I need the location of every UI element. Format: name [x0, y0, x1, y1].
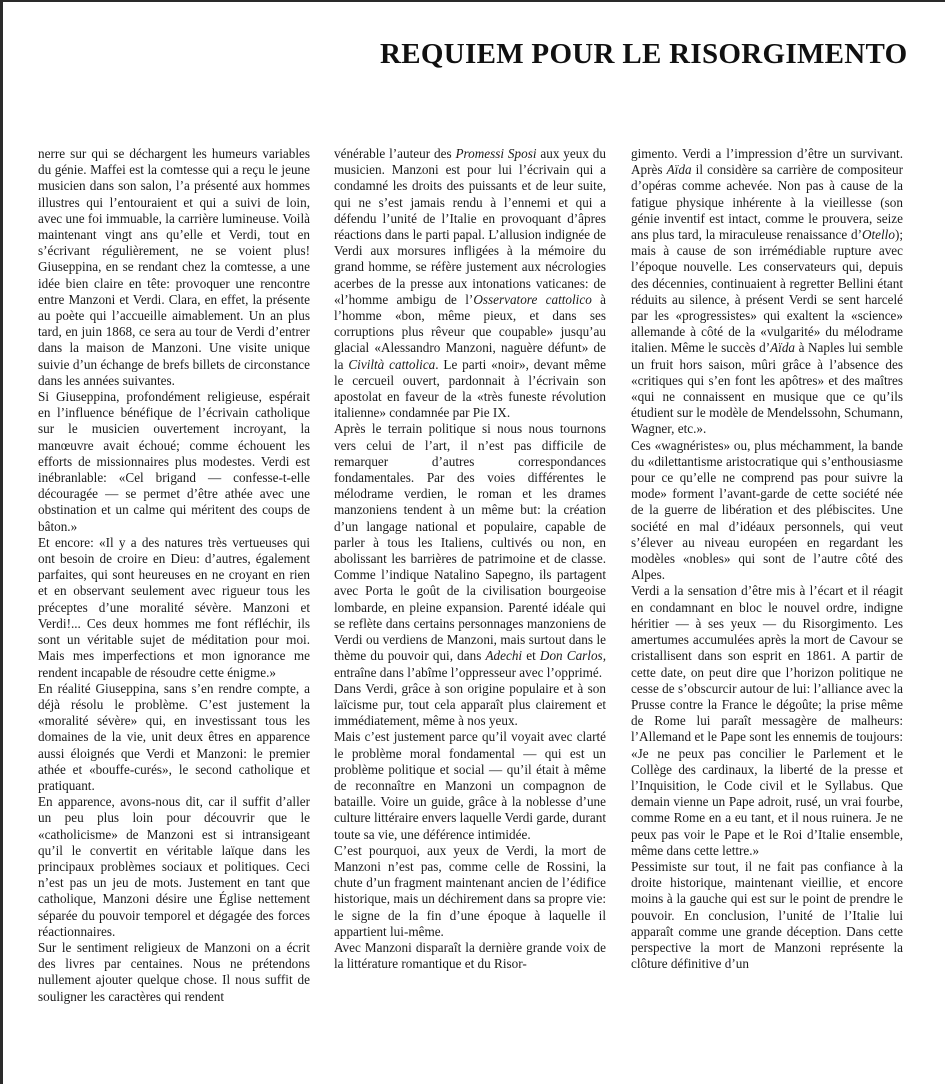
text-run: Après le terrain politique si nous nous tournons vers celui de l’art, il n’est pas difficile de remarquer d’autres correspondances fondamentales. Par des voies différentes le mélodrame verdien, le roman et les drames manzoniens tendent à un même but: la création d’un langage national et populaire, capable de parler à tous les Italiens, cultivés ou non, en abolissant les barrières de patrimoine et de classe. Comme l’indique Natalino Sapegno, ils partagent avec Porta le goût de la civilisation bourgeoise lombarde, en pleine expansion. Parenté idéale qui se reflète dans certains personnages manzoniens de Verdi ou verdiens de Manzoni, mais surtout dans le thème du pouvoir qui, dans — [334, 421, 606, 664]
text-run: aux yeux du musicien. Manzoni est pour lui l’écrivain qui a condamné les droits des puissants et de leur suite, qui ne s’est jamais rendu à l’ennemi et qui a défendu l’unité de l’Italie en provoquant d’âpres réactions dans le parti papal. L’allusion indignée de Verdi aux morsures infligées à la mémoire du grand homme, se réfère justement aux nécrologies acerbes de la presse aux intonations vaticanes: de «l’homme ambigu de l’ — [334, 146, 606, 307]
paragraph — [334, 421, 606, 680]
paragraph — [631, 438, 903, 584]
paragraph — [334, 681, 606, 730]
text-run: Verdi a la sensation d’être mis à l’écart et il réagit en condamnant en bloc le nouvel ordre, indigne héritier — à ses yeux — du Risorgimento. Les amertumes accumulées après la mort de Cavour se cristallisent dans son esprit en 1861. A partir de cette date, on peut dire que l’horizon politique ne cesse de s’obscurcir autour de lui: l’alliance avec la Prusse contre la France le dégoûte; la prise même de Rome lui paraît messagère de malheurs: l’Allemand et le Pape sont les ennemis de toujours: «Je ne peux pas concilier le Parlement et le Collège des cardinaux, la liberté de la presse et l’Inquisition, le Code civil et le Syllabus. Que demain vienne un Pape adroit, rusé, un vrai fourbe, comme Rome en a eu tant, et il nous ruinera. Je ne peux pas voir le Pape et le Roi d’Italie ensemble, même dans cette lettre.» — [631, 583, 903, 858]
text-run: Mais c’est justement parce qu’il voyait avec clarté le problème moral fondamental — qui est un problème politique et social — qu’il était à même de reconnaître en Manzoni un compagnon de bataille. Voire un guide, grâce à la noblesse d’une culture littéraire envers laquelle Verdi garde, durant toute sa vie, une déférence intimidée. — [334, 729, 606, 842]
italic-text: Otello — [861, 227, 895, 243]
paragraph — [334, 940, 606, 972]
text-run: nerre sur qui se déchargent les humeurs variables du génie. Maffei est la comtesse qui a reçu le jeune musicien dans son salon, l’a présenté aux hommes illustres qui l’entouraient et qui a suivi de loin, avec une foi immuable, la carrière lumineuse. Voilà maintenant vingt ans qu’elle et Verdi, tout en s’écrivant régulièrement, ne se voient plus! Giuseppina, en se rendant chez la comtesse, a une idée bien claire en tête: provoquer une rencontre entre Manzoni et Verdi. Clara, en effet, la présente au poète qui l’accueille aimablement. Un an plus tard, en juin 1868, ce sera au tour de Verdi d’entrer dans la maison de Manzoni. Une visite unique suivie d’un échange de brefs billets de circonstance dans les années suivantes. — [38, 146, 310, 388]
paragraph — [38, 535, 310, 681]
paragraph — [38, 389, 310, 535]
italic-text: Osservatore cattolico — [473, 291, 592, 307]
text-run: Et encore: «Il y a des natures très vertueuses qui ont besoin de croire en Dieu: d’autres, également parfaites, qui sont heureuses en ne croyant en rien et en observant seulement avec rigueur tous les préceptes d’une moralité sévère. Manzoni et Verdi!... Ces deux hommes me font réfléchir, ils sont un véritable sujet de méditation pour moi. Mais mes imperfections et mon ignorance me rendent incapable de résoudre cette énigme.» — [38, 534, 310, 680]
italic-text: Adechi — [485, 648, 523, 664]
text-run: gimento. Verdi a l’impression d’être un survivant. Après — [631, 146, 903, 178]
text-run: En apparence, avons-nous dit, car il suffit d’aller un peu plus loin pour découvrir que le «catholicisme» de Manzoni est si intransigeant qu’il le convertit en véritable laïque dans les principaux problèmes sociaux et politiques. Ceci n’est pas un jeu de mots. Justement en tant que catholique, Manzoni désire une Église nettement séparée du pouvoir temporel et dégagée des forces réactionnaires. — [38, 794, 310, 939]
text-run: Pessimiste sur tout, il ne fait pas confiance à la droite historique, maintenant vieillie, et encore moins à la gauche qui est sur le point de prendre le pouvoir. En conclusion, l’unité de l’Italie lui apparaît comme une grande déception. Dans cette perspective la mort de Manzoni représente la clôture définitive d’un — [631, 858, 903, 972]
text-run: il considère sa carrière de compositeur d’opéras comme achevée. Non pas à cause de la fatigue physique inhérente à la vieillesse (son génie inventif est intact, comme le prouvera, seize ans plus tard, la miraculeuse renaissance d’ — [631, 162, 903, 243]
text-run: à l’homme «bon, même pieux, et dans ses corruptions plus rêveur que coupable» jusqu’au glacial «Alessandro Manzoni, naguère défunt» de la — [334, 291, 606, 372]
text-run: et — [522, 648, 540, 664]
paragraph — [38, 146, 310, 389]
paragraph — [38, 940, 310, 1005]
text-run: Sur le sentiment religieux de Manzoni on a écrit des livres par centaines. Nous ne prétendons nullement ajouter quelque chose. Il nous suffit de souligner les caractères qui rendent — [38, 939, 310, 1004]
italic-text: Civiltà cattolica — [348, 356, 436, 372]
text-run: vénérable l’auteur des — [334, 146, 456, 161]
paragraph — [334, 146, 606, 421]
paragraph — [334, 729, 606, 842]
paragraph — [631, 583, 903, 858]
text-run: . Le parti «noir», devant même le cercueil ouvert, pardonnait à l’écrivain son apostolat en faveur de la «très funeste révolution italienne» condamnée par Pie IX. — [334, 356, 606, 421]
article-column-1 — [38, 146, 310, 1076]
page-title: REQUIEM POUR LE RISORGIMENTO — [380, 38, 908, 70]
text-run: En réalité Giuseppina, sans s’en rendre compte, a déjà résolu le problème. C’est justement la «moralité sévère» qui, en investissant tous les domaines de la vie, unit deux êtres en apparence aussi éloignés que Verdi et Manzoni: le premier athée et «bouffe-curés», le second catholique et pratiquant. — [38, 680, 310, 793]
text-run: Dans Verdi, grâce à son origine populaire et à son laïcisme pur, tout cela apparaît plus clairement et immédiatement, même à nos yeux. — [334, 680, 606, 729]
paragraph — [38, 681, 310, 794]
text-run: ); mais à cause de son irrémédiable rupture avec l’époque nouvelle. Les conservateurs qui, depuis des décennies, continuaient à regretter Bellini étant réduits au silence, à présent Verdi se sent harcelé par les «progressistes» qui exaltent la «science» allemande à côté de la «vulgarité» du mélodrame italien. Même le succès d’ — [631, 227, 903, 356]
italic-text: Aïda — [666, 162, 692, 178]
text-run: à Naples lui semble un fruit hors saison, mûri grâce à l’absence des «critiques qui s’en font les apôtres» et des maîtres «qui ne connaissent en musique que ce qu’ils étudient sur le modèle de Mendelssohn, Schumann, Wagner, etc.». — [631, 340, 903, 437]
paragraph — [631, 146, 903, 438]
text-run: Ces «wagnéristes» ou, plus méchamment, la bande du «dilettantisme aristocratique qui s’enthousiasme pour ce qu’elle ne comprend pas pour suivre la mode» forment l’avant-garde de cette société née de la guerre de libération et des plébiscites. Une société en mal d’idéaux personnels, qui veut s’élever au niveau européen en regardant les modèles «nobles» qui sont de l’autre côté des Alpes. — [631, 437, 903, 583]
paragraph — [631, 859, 903, 972]
text-run: C’est pourquoi, aux yeux de Verdi, la mort de Manzoni n’est pas, comme celle de Rossini, la chute d’un fragment maintenant ancien de l’édifice historique, mais un déchirement dans sa propre vie: le signe de la fin d’une époque à laquelle il appartient lui-même. — [334, 842, 606, 939]
article-column-3 — [631, 146, 903, 1076]
text-run: Avec Manzoni disparaît la dernière grande voix de la littérature romantique et du Risor- — [334, 939, 606, 972]
paragraph — [38, 794, 310, 940]
article-column-2 — [334, 146, 606, 1076]
italic-text: Promessi Sposi — [455, 146, 537, 161]
italic-text: Don Carlos, — [539, 648, 606, 664]
text-run: entraîne dans l’abîme l’oppresseur avec l’opprimé. — [334, 664, 603, 680]
italic-text: Aïda — [770, 340, 796, 356]
paragraph — [334, 843, 606, 940]
text-run: Si Giuseppina, profondément religieuse, espérait en l’influence bénéfique de l’écrivain catholique sur le musicien ouvertement incroyant, la manœuvre avait échoué; comme échouent les efforts de missionnaires plus modestes. Verdi est inébranlable: «Cel brigand — confesse-t-elle découragée — se permet d’être athée avec une obstination et un calme qui méritent des coups de bâton.» — [38, 389, 310, 534]
